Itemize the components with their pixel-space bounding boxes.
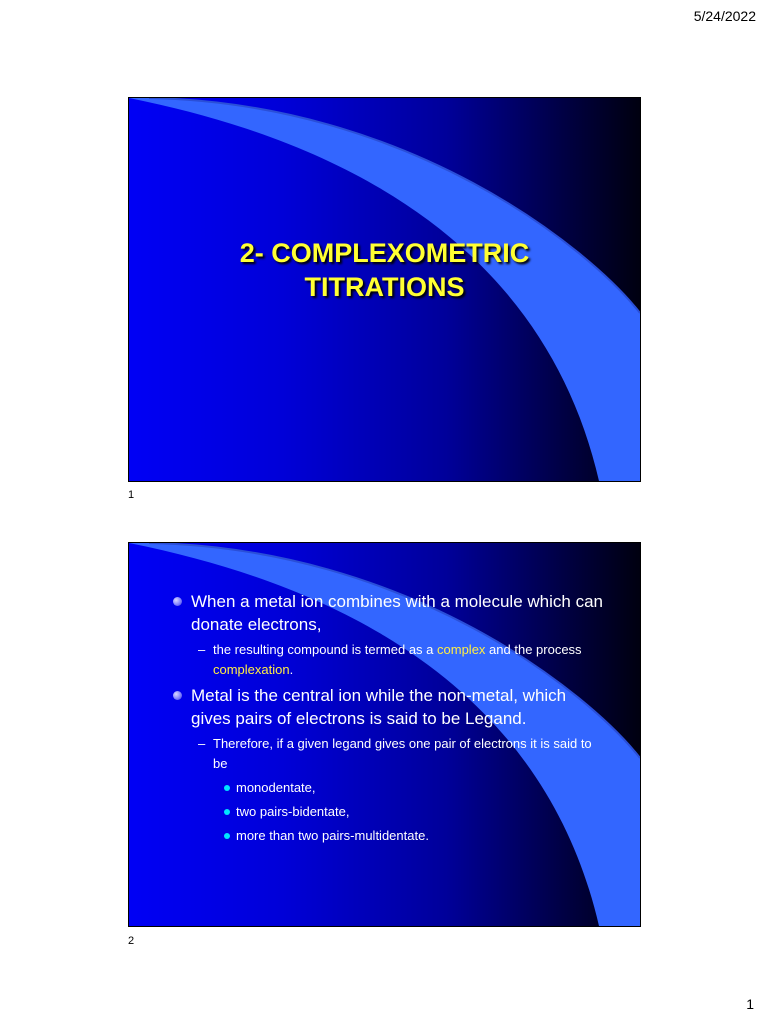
bullet-item: Metal is the central ion while the non-metal, which gives pairs of electrons is said to be Legand.	[169, 684, 609, 730]
slide-number: 1	[128, 489, 135, 501]
dash-icon: –	[198, 642, 206, 657]
highlight-complex: complex	[437, 642, 486, 657]
slide-number: 2	[128, 935, 135, 947]
slide-2	[128, 542, 641, 927]
sub-bullet-item: – Therefore, if a given legand gives one pair of electrons it is said to be	[198, 736, 592, 771]
bullet-icon	[173, 597, 182, 606]
bullet-icon	[173, 691, 182, 700]
bullet-icon	[224, 833, 230, 839]
page-number: 1	[746, 996, 754, 1012]
dash-icon: –	[198, 736, 206, 751]
list-item: two pairs-bidentate,	[169, 802, 609, 822]
sub-bullet-item: – the resulting compound is termed as a complex and the process complexation.	[198, 642, 582, 677]
slide-1	[128, 97, 641, 482]
slide-content	[169, 590, 609, 846]
list-item: more than two pairs-multidentate.	[169, 826, 609, 846]
slide-title: 2- COMPLEXOMETRIC TITRATIONS	[239, 238, 530, 302]
bullet-icon	[224, 785, 230, 791]
list-item: monodentate,	[169, 778, 609, 798]
bullet-item: When a metal ion combines with a molecule which can donate electrons,	[169, 590, 609, 636]
bullet-icon	[224, 809, 230, 815]
highlight-complexation: complexation	[213, 662, 290, 677]
date-header: 5/24/2022	[693, 8, 756, 24]
